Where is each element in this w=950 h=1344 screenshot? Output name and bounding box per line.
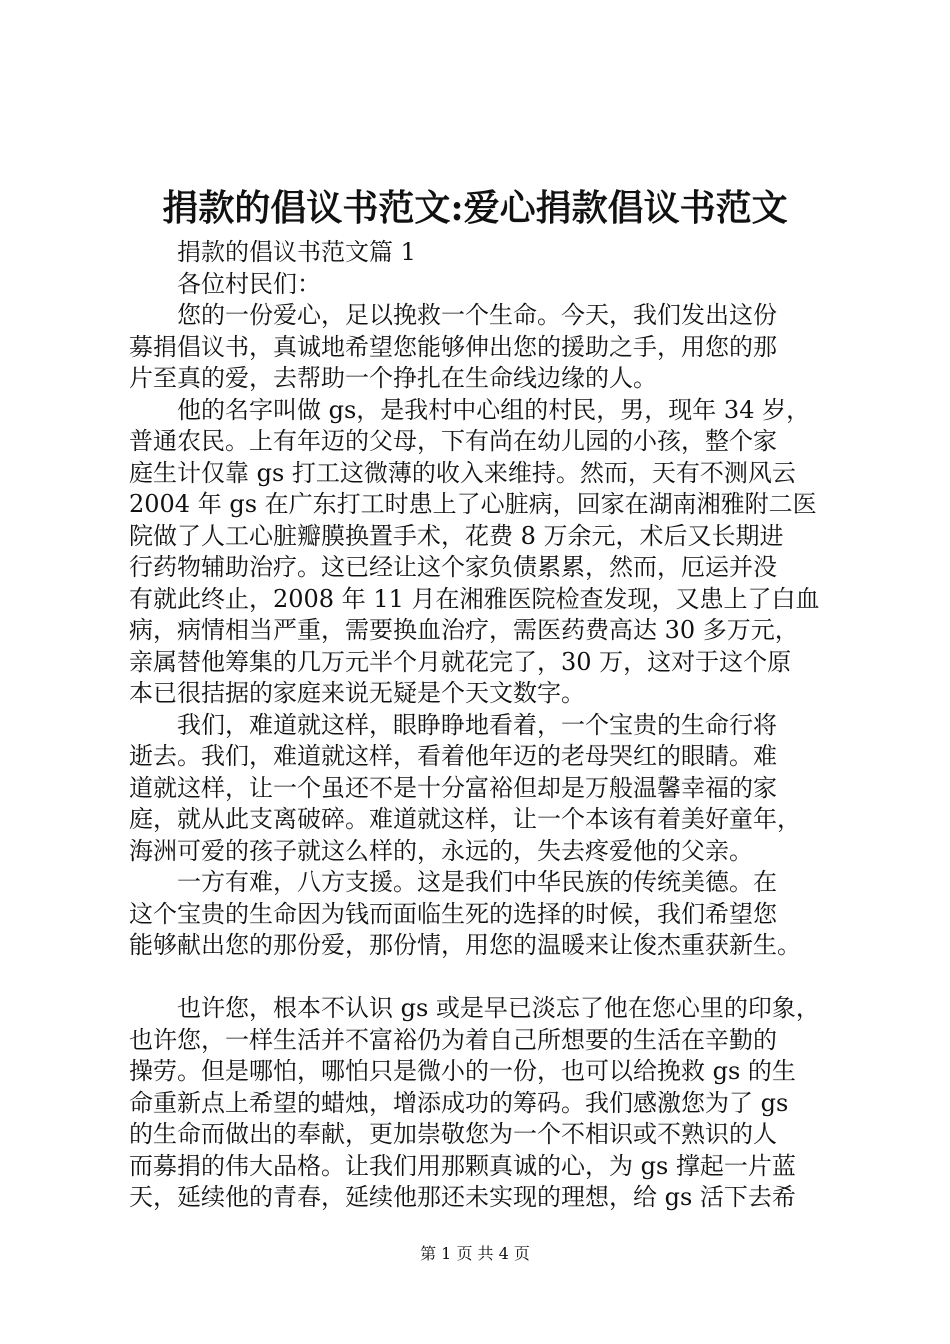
paragraph-line: 能够献出您的那份爱，那份情，用您的温暖来让俊杰重获新生。 (129, 931, 801, 959)
paragraph-line: 片至真的爱，去帮助一个挣扎在生命线边缘的人。 (129, 364, 657, 392)
paragraph-line: 庭生计仅靠 gs 打工这微薄的收入来维持。然而，天有不测风云 (129, 458, 796, 487)
section-heading: 捐款的倡议书范文篇 1 (177, 238, 416, 266)
paragraph-line: 天，延续他的青春，延续他那还未实现的理想，给 gs 活下去希 (129, 1183, 796, 1211)
paragraph-line: 行药物辅助治疗。这已经让这个家负债累累，然而，厄运并没 (129, 553, 777, 581)
paragraph-line: 病，病情相当严重，需要换血治疗，需医药费高达 30 多万元， (129, 616, 799, 644)
paragraph-line: 普通农民。上有年迈的父母，下有尚在幼儿园的小孩，整个家 (129, 427, 777, 455)
paragraph-line: 道就这样，让一个虽还不是十分富裕但却是万般温馨幸福的家 (129, 773, 777, 802)
paragraph-line: 而募捐的伟大品格。让我们用那颗真诚的心，为 gs 撑起一片蓝 (129, 1151, 796, 1180)
paragraph-line: 他的名字叫做 gs，是我村中心组的村民，男，现年 34 岁， (177, 395, 811, 424)
paragraph-line: 庭，就从此支离破碎。难道就这样，让一个本该有着美好童年， (129, 805, 801, 833)
paragraph-1 (129, 300, 833, 395)
paragraph-3 (129, 710, 833, 868)
page-footer (0, 1243, 950, 1265)
page-number: 第 1 页 共 4 页 (420, 1244, 530, 1263)
paragraph-line: 您的一份爱心，足以挽救一个生命。今天，我们发出这份 (177, 301, 777, 329)
paragraph-line: 也许您，根本不认识 gs 或是早已淡忘了他在您心里的印象， (177, 994, 820, 1022)
paragraph-line: 我们，难道就这样，眼睁睁地看着，一个宝贵的生命行将 (177, 710, 777, 739)
paragraph-2 (129, 395, 833, 710)
paragraph-line: 2004 年 gs 在广东打工时患上了心脏病，回家在湖南湘雅附二医 (129, 490, 817, 518)
paragraph-line: 操劳。但是哪怕，哪怕只是微小的一份，也可以给挽救 gs 的生 (129, 1057, 796, 1085)
paragraph-5 (129, 993, 833, 1214)
paragraph-line: 也许您，一样生活并不富裕仍为着自己所想要的生活在辛勤的 (129, 1025, 777, 1054)
paragraph-line: 亲属替他筹集的几万元半个月就花完了，30 万，这对于这个原 (129, 647, 792, 676)
document-body (129, 237, 833, 1214)
paragraph-line: 逝去。我们，难道就这样，看着他年迈的老母哭红的眼睛。难 (129, 742, 777, 770)
paragraph-line: 的生命而做出的奉献，更加崇敬您为一个不相识或不熟识的人 (129, 1120, 777, 1148)
document-title: 捐款的倡议书范文:爱心捐款倡议书范文 (162, 187, 788, 229)
paragraph-line: 本已很拮据的家庭来说无疑是个天文数字。 (129, 679, 585, 707)
paragraph-line: 募捐倡议书，真诚地希望您能够伸出您的援助之手，用您的那 (129, 332, 777, 361)
paragraph-4 (129, 867, 833, 962)
paragraph-line: 一方有难，八方支援。这是我们中华民族的传统美德。在 (177, 868, 777, 896)
paragraph-spacer (129, 962, 833, 994)
paragraph-line: 命重新点上希望的蜡烛，增添成功的筹码。我们感激您为了 gs (129, 1088, 789, 1117)
salutation: 各位村民们： (177, 269, 321, 298)
paragraph-line: 有就此终止，2008 年 11 月在湘雅医院检查发现，又患上了白血 (129, 584, 820, 613)
paragraph-line: 海洲可爱的孩子就这么样的，永远的，失去疼爱他的父亲。 (129, 836, 753, 865)
paragraph-line: 院做了人工心脏瓣膜换置手术，花费 8 万余元，术后又长期进 (129, 521, 784, 550)
paragraph-line: 这个宝贵的生命因为钱而面临生死的选择的时候，我们希望您 (129, 899, 777, 928)
